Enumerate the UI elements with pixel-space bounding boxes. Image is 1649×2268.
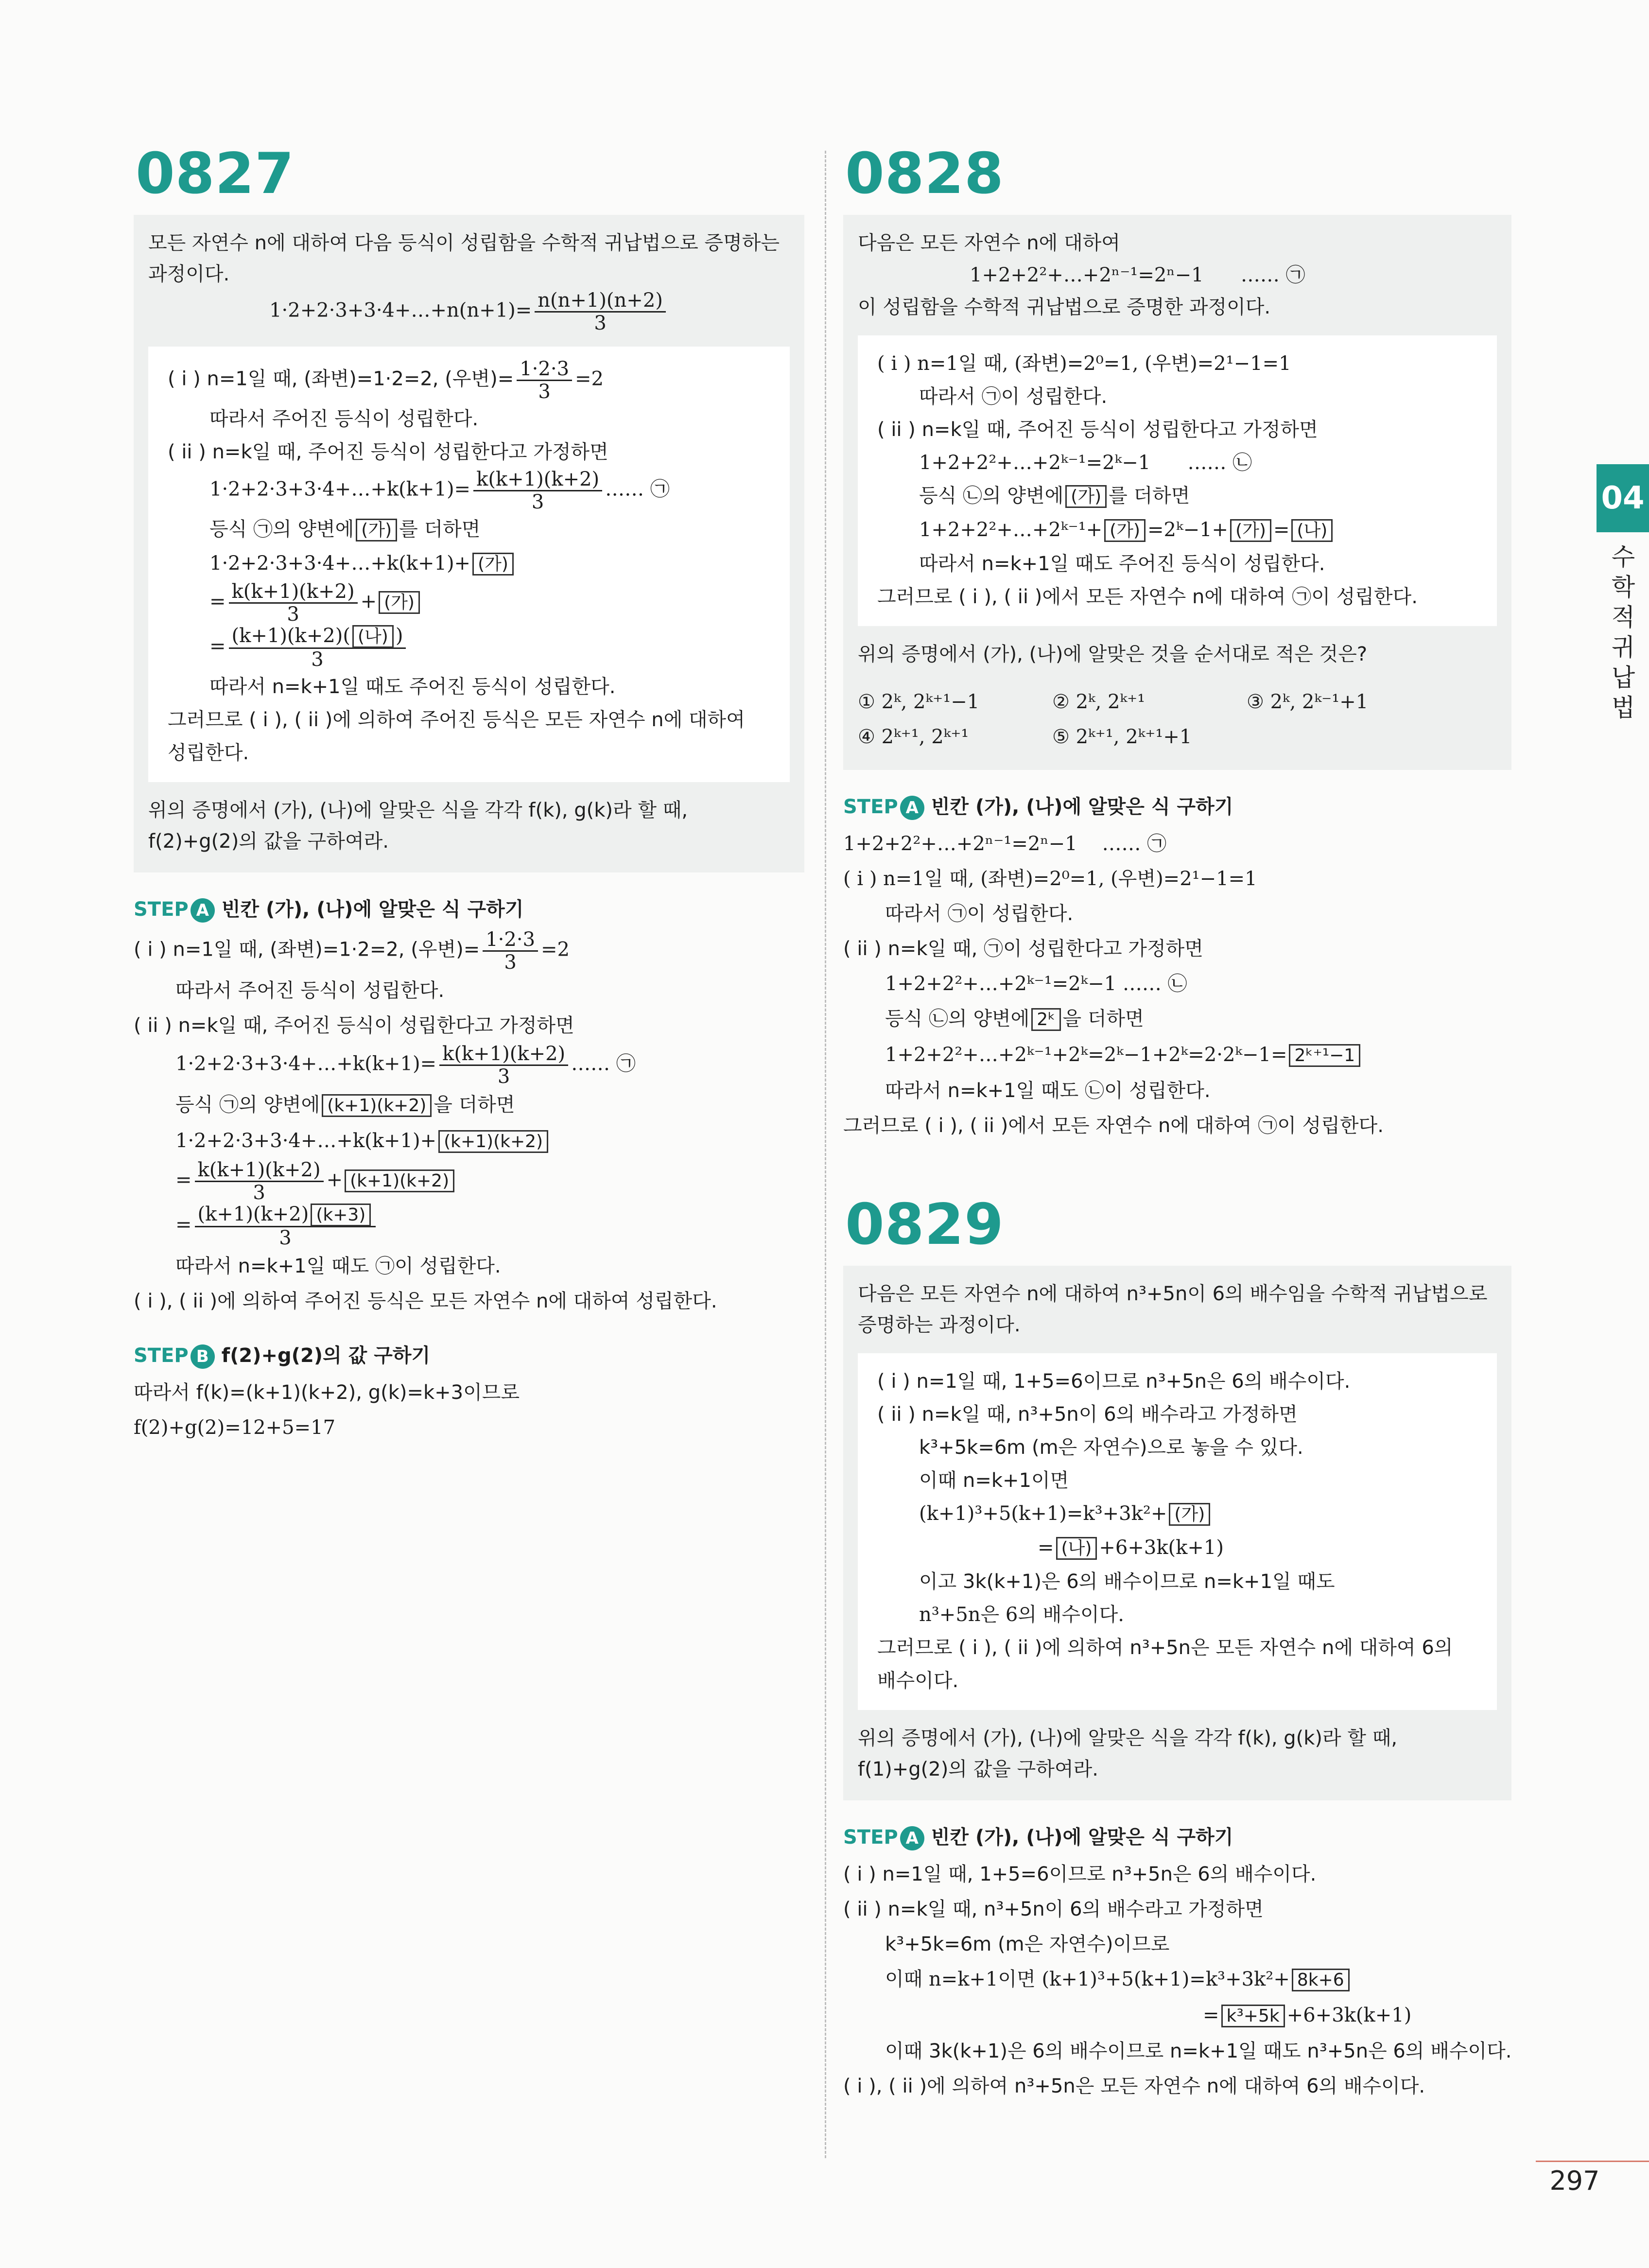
proof-line: 배수이다. <box>877 1670 959 1692</box>
answer-choices <box>858 684 1497 754</box>
problem-number: 0827 <box>136 141 295 207</box>
proof-line: = (나) +6+3k(k+1) <box>1038 1536 1224 1559</box>
proof-line: = $\frac{k(k+1)(k+2)}{3}$ + (가) <box>168 581 770 625</box>
column-divider <box>825 151 826 2158</box>
proof-line: n³+5n은 6의 배수이다. <box>919 1604 1124 1626</box>
blank-ga: (가) <box>472 553 514 576</box>
solution-line: 이때 3k(k+1)은 6의 배수이므로 n=k+1일 때도 n³+5n은 6의 배수이다. <box>885 2040 1512 2062</box>
problem-prompt: 모든 자연수 n에 대하여 다음 등식이 성립함을 수학적 귀납법으로 증명하는 과정이다. <box>148 232 780 285</box>
solution-step-a <box>843 826 1511 1143</box>
proof-line: k³+5k=6m (m은 자연수)으로 놓을 수 있다. <box>919 1436 1303 1459</box>
solution-line: 등식 ㉠의 양변에 (k+1)(k+2) 을 더하면 <box>175 1094 515 1116</box>
proof-line: 그러므로 ( i ), ( ii )에서 모든 자연수 n에 대하여 ㉠이 성립한다. <box>877 586 1418 608</box>
problem-equation: 1+2+2²+…+2ⁿ⁻¹=2ⁿ−1 …… ㉠ <box>970 264 1305 286</box>
proof-line: 그러므로 ( i ), ( ii )에 의하여 주어진 등식은 모든 자연수 n에 대하여 <box>168 709 745 731</box>
blank-na: (나) <box>1056 1537 1097 1560</box>
step-a-heading: STEP A 빈칸 (가), (나)에 알맞은 식 구하기 <box>843 1818 1511 1857</box>
answer-box: 2ᵏ <box>1031 1008 1060 1031</box>
right-column <box>843 141 1512 2104</box>
solution-line: = k³+5k +6+3k(k+1) <box>1203 2004 1412 2026</box>
problem-question: 위의 증명에서 (가), (나)에 알맞은 것을 순서대로 적은 것은? <box>858 643 1368 665</box>
solution-line: ( i ) n=1일 때, (좌변)=2⁰=1, (우변)=2¹−1=1 <box>843 868 1257 890</box>
proof-line: 이때 n=k+1이면 <box>919 1469 1069 1492</box>
solution-line: 1+2+2²+…+2ᵏ⁻¹=2ᵏ−1 …… ㉡ <box>885 973 1187 995</box>
problem-prompt: 이 성립함을 수학적 귀납법으로 증명한 과정이다. <box>858 296 1271 318</box>
solution-line: 등식 ㉡의 양변에 2ᵏ 을 더하면 <box>885 1008 1144 1030</box>
proof-line: 등식 ㉡의 양변에 (가) 를 더하면 <box>919 485 1190 507</box>
solution-line: ( ii ) n=k일 때, ㉠이 성립한다고 가정하면 <box>843 938 1203 960</box>
fraction: $\frac{n(n+1)(n+2)}{3}$ <box>535 290 666 334</box>
answer-box: (k+1)(k+2) <box>345 1169 454 1192</box>
problem-box <box>843 215 1511 770</box>
solution-line: ( ii ) n=k일 때, 주어진 등식이 성립한다고 가정하면 <box>134 1014 574 1037</box>
page-number: 297 <box>1549 2165 1600 2196</box>
proof-line: 따라서 주어진 등식이 성립한다. <box>209 408 479 430</box>
solution-step-a <box>843 1857 1511 2104</box>
solution-line: = $\frac{k(k+1)(k+2)}{3}$ + (k+1)(k+2) <box>134 1159 804 1204</box>
proof-line: 1·2+2·3+3·4+…+k(k+1)= $\frac{k(k+1)(k+2)}{3}$ …… ㉠ <box>209 468 670 513</box>
problem-0828 <box>843 141 1511 1143</box>
solution-line: 1·2+2·3+3·4+…+k(k+1)+ (k+1)(k+2) <box>134 1123 804 1159</box>
proof-line: 따라서 n=k+1일 때도 주어진 등식이 성립한다. <box>919 553 1325 575</box>
solution-line: ( i ), ( ii )에 의하여 주어진 등식은 모든 자연수 n에 대하여 성립한다. <box>134 1290 717 1312</box>
solution-line: 1+2+2²+…+2ᵏ⁻¹+2ᵏ=2ᵏ−1+2ᵏ=2·2ᵏ−1= 2ᵏ⁺¹−1 <box>843 1037 1511 1073</box>
solution-line: = $\frac{(k+1)(k+2) (k+3)}{3}$ <box>134 1204 804 1249</box>
problem-prompt: 다음은 모든 자연수 n에 대하여 n³+5n이 6의 배수임을 수학적 귀납법으로 증명하는 과정이다. <box>858 1283 1488 1336</box>
answer-box: 2ᵏ⁺¹−1 <box>1289 1044 1360 1067</box>
answer-box: 8k+6 <box>1292 1969 1350 1991</box>
choice-4[interactable]: ④ 2ᵏ⁺¹, 2ᵏ⁺¹ <box>858 726 969 748</box>
choice-2[interactable]: ② 2ᵏ, 2ᵏ⁺¹ <box>1052 691 1146 713</box>
blank-ga: (가) <box>1230 519 1271 542</box>
step-a-heading: STEP A 빈칸 (가), (나)에 알맞은 식 구하기 <box>843 787 1511 826</box>
problem-question: 위의 증명에서 (가), (나)에 알맞은 식을 각각 f(k), g(k)라 할 때, <box>858 1727 1398 1749</box>
blank-ga: (가) <box>356 519 397 541</box>
solution-line: 이때 n=k+1이면 (k+1)³+5(k+1)=k³+3k²+ 8k+6 <box>843 1962 1511 1998</box>
step-a-heading: STEP A 빈칸 (가), (나)에 알맞은 식 구하기 <box>134 890 804 929</box>
answer-box: (k+3) <box>311 1204 371 1226</box>
solution-line: 1+2+2²+…+2ⁿ⁻¹=2ⁿ−1 …… ㉠ <box>843 833 1167 855</box>
choice-3[interactable]: ③ 2ᵏ, 2ᵏ⁻¹+1 <box>1247 691 1369 713</box>
solution-line: k³+5k=6m (m은 자연수)이므로 <box>885 1933 1170 1955</box>
blank-na: (나) <box>1291 519 1333 542</box>
solution-line: 따라서 n=k+1일 때도 ㉠이 성립한다. <box>175 1255 501 1277</box>
blank-ga: (가) <box>1065 485 1107 508</box>
proof-line: ( i ) n=1일 때, (좌변)=1·2=2, (우변)= $\frac{1\cdot 2\cdot 3}{3}$ =2 <box>168 358 604 403</box>
blank-ga: (가) <box>379 591 420 614</box>
proof-line: 이고 3k(k+1)은 6의 배수이므로 n=k+1일 때도 <box>919 1570 1335 1593</box>
answer-box: (k+1)(k+2) <box>322 1094 432 1117</box>
solution-step-b <box>134 1375 804 1445</box>
solution-line: 따라서 주어진 등식이 성립한다. <box>175 979 445 1002</box>
proof-line: ( ii ) n=k일 때, 주어진 등식이 성립한다고 가정하면 <box>877 419 1318 441</box>
problem-question: f(1)+g(2)의 값을 구하여라. <box>858 1758 1098 1780</box>
choice-1[interactable]: ① 2ᵏ, 2ᵏ⁺¹−1 <box>858 691 980 713</box>
solution-line: ( ii ) n=k일 때, n³+5n이 6의 배수라고 가정하면 <box>843 1898 1264 1920</box>
proof-line: = $\frac{\text{(k+1)(k+2)( (나) )}}{3}$ <box>168 625 770 670</box>
solution-line: ( i ), ( ii )에 의하여 n³+5n은 모든 자연수 n에 대하여 6의 배수이다. <box>843 2075 1425 2097</box>
proof-line: ( ii ) n=k일 때, 주어진 등식이 성립한다고 가정하면 <box>168 441 608 463</box>
proof-line: 그러므로 ( i ), ( ii )에 의하여 n³+5n은 모든 자연수 n에 대하여 6의 <box>877 1637 1453 1659</box>
problem-prompt: 다음은 모든 자연수 n에 대하여 <box>858 232 1120 254</box>
solution-step-a <box>134 929 804 1319</box>
problem-0829 <box>843 1192 1512 2104</box>
proof-line: (k+1)³+5(k+1)=k³+3k²+ (가) <box>877 1497 1477 1531</box>
answer-box: k³+5k <box>1221 2005 1285 2027</box>
solution-line: 따라서 f(k)=(k+1)(k+2), g(k)=k+3이므로 <box>134 1381 520 1404</box>
solution-line: 1·2+2·3+3·4+…+k(k+1)= $\frac{k(k+1)(k+2)}{3}$ …… ㉠ <box>175 1043 636 1088</box>
proof-line: 1·2+2·3+3·4+…+k(k+1)+ (가) <box>168 547 770 581</box>
answer-box: (k+1)(k+2) <box>438 1130 548 1153</box>
blank-ga: (가) <box>1169 1503 1210 1526</box>
solution-line: ( i ) n=1일 때, (좌변)=1·2=2, (우변)= $\frac{1\cdot 2\cdot 3}{3}$ =2 <box>134 928 570 974</box>
footer-rule <box>1536 2161 1649 2162</box>
problem-0827 <box>134 141 804 1445</box>
proof-line: ( i ) n=1일 때, 1+5=6이므로 n³+5n은 6의 배수이다. <box>877 1370 1351 1393</box>
problem-number: 0829 <box>845 1192 1004 1257</box>
solution-line: 따라서 n=k+1일 때도 ㉡이 성립한다. <box>885 1080 1211 1102</box>
solution-line: f(2)+g(2)=12+5=17 <box>134 1416 336 1439</box>
solution-line: 그러므로 ( i ), ( ii )에서 모든 자연수 n에 대하여 ㉠이 성립한다. <box>843 1115 1384 1137</box>
problem-equation: 1·2+2·3+3·4+…+n(n+1)= $\frac{n(n+1)(n+2)}{3}$ <box>148 290 790 334</box>
proof-box <box>858 1353 1497 1710</box>
problem-question: f(2)+g(2)의 값을 구하여라. <box>148 830 389 853</box>
chapter-label: 수학적 귀납법 <box>1611 543 1635 722</box>
problem-box <box>134 215 804 872</box>
proof-line: ( ii ) n=k일 때, n³+5n이 6의 배수라고 가정하면 <box>877 1403 1298 1426</box>
proof-line: 따라서 n=k+1일 때도 주어진 등식이 성립한다. <box>209 676 616 698</box>
proof-box <box>148 347 790 782</box>
choice-5[interactable]: ⑤ 2ᵏ⁺¹, 2ᵏ⁺¹+1 <box>1052 726 1192 748</box>
proof-line: 등식 ㉠의 양변에 (가) 를 더하면 <box>209 518 481 541</box>
proof-line: ( i ) n=1일 때, (좌변)=2⁰=1, (우변)=2¹−1=1 <box>877 352 1291 375</box>
solution-line: 따라서 ㉠이 성립한다. <box>885 903 1074 925</box>
chapter-tab: 04 <box>1597 464 1649 532</box>
problem-number: 0828 <box>845 141 1004 207</box>
proof-line: 성립한다. <box>168 742 249 764</box>
blank-ga: (가) <box>1104 519 1146 542</box>
problem-box <box>843 1266 1511 1800</box>
proof-line: 1+2+2²+…+2ᵏ⁻¹=2ᵏ−1 …… ㉡ <box>919 452 1252 474</box>
step-b-heading: STEP B f(2)+g(2)의 값 구하기 <box>134 1336 804 1375</box>
problem-question: 위의 증명에서 (가), (나)에 알맞은 식을 각각 f(k), g(k)라 할 때, <box>148 799 688 821</box>
blank-na: (나) <box>352 625 394 648</box>
proof-line: 따라서 ㉠이 성립한다. <box>919 385 1108 408</box>
proof-box <box>858 335 1497 626</box>
proof-line: 1+2+2²+…+2ᵏ⁻¹+ (가) =2ᵏ−1+ (가) = (나) <box>877 513 1477 547</box>
solution-line: ( i ) n=1일 때, 1+5=6이므로 n³+5n은 6의 배수이다. <box>843 1863 1317 1885</box>
